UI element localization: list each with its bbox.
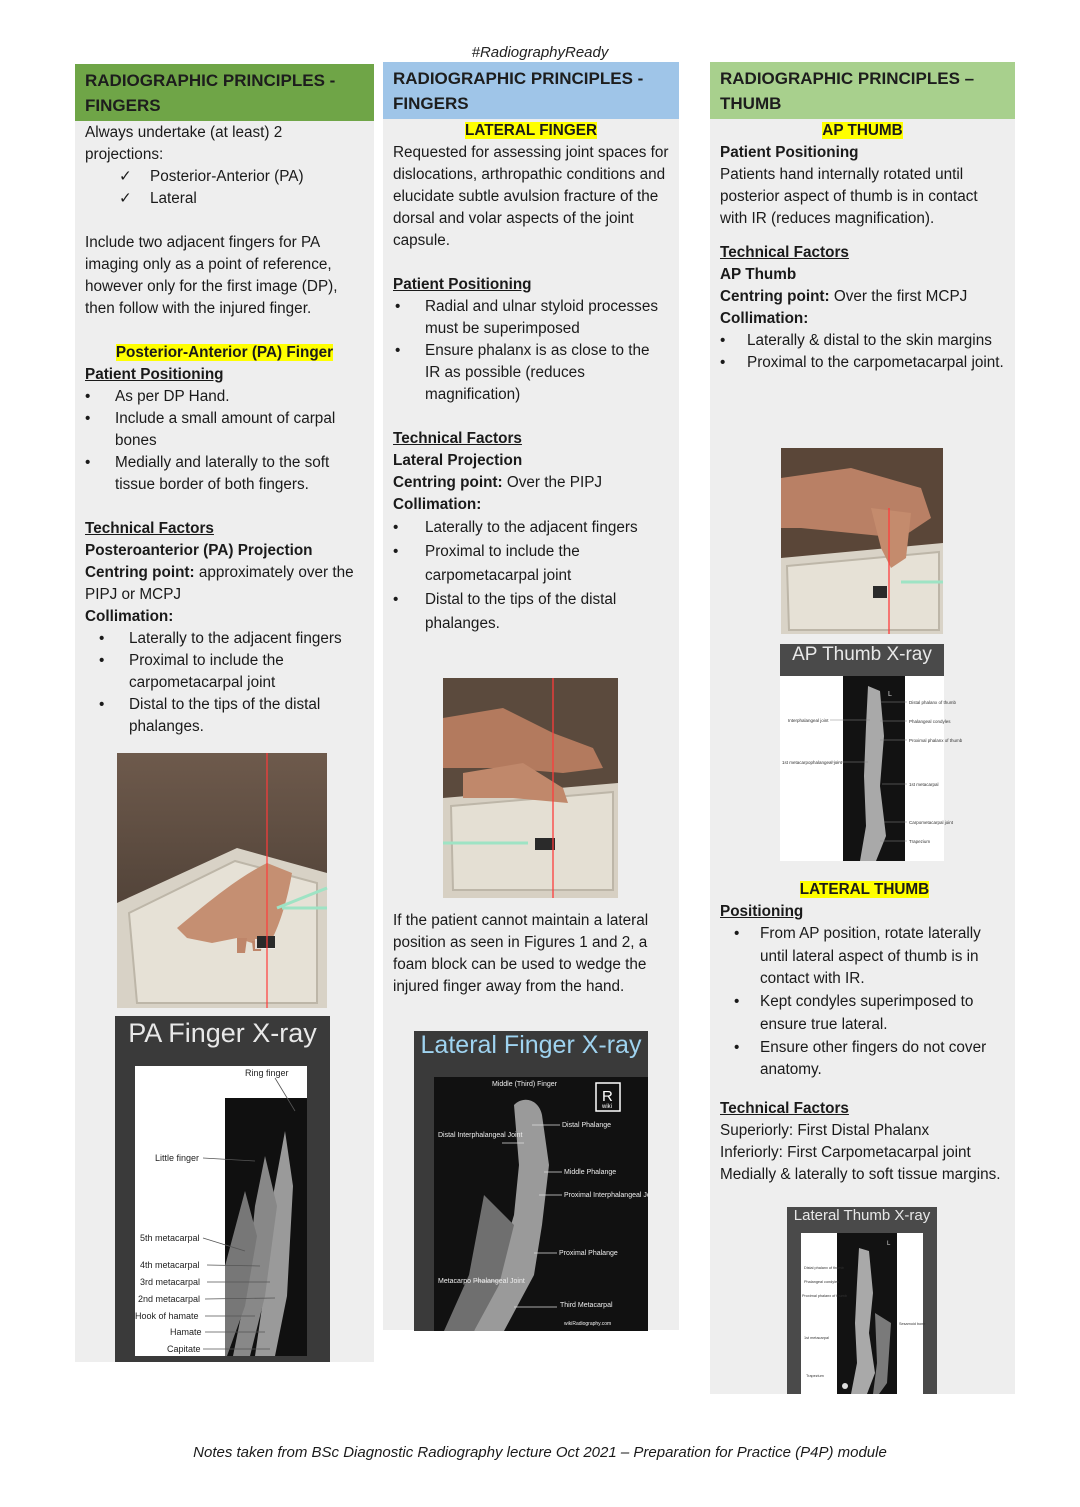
- technical-factors-heading: Technical Factors: [720, 244, 849, 261]
- label-middle-phalange: Middle Phalange: [564, 1169, 617, 1176]
- section-title-wrap: [720, 120, 1005, 142]
- label-2nd-metacarpal: 2nd metacarpal: [138, 1294, 201, 1304]
- footer-note: Notes taken from BSc Diagnostic Radiography lecture Oct 2021 – Preparation for Practice (P4P) module: [193, 1444, 887, 1461]
- positioning-text: Patients hand internally rotated until posterior aspect of thumb is in contact with IR (reduces magnification).: [720, 166, 978, 227]
- centring-label: Centring point:: [85, 564, 195, 581]
- label-middle-third-finger: Middle (Third) Finger: [492, 1081, 557, 1088]
- positioning-heading: Patient Positioning: [393, 276, 532, 293]
- label-pip-joint: Proximal Interphalangeal Joint: [564, 1192, 659, 1199]
- projection-name: Lateral Projection: [393, 452, 523, 469]
- lateral-finger-xray: [414, 1031, 659, 1331]
- list-item: • Ensure phalanx is as close to the IR as possible (reduces magnification): [395, 340, 669, 406]
- label-cmc-joint: Carpometacarpal joint: [909, 820, 954, 825]
- label-third-metacarpal: Third Metacarpal: [560, 1302, 613, 1309]
- label-trapezium: Trapezium: [806, 1374, 824, 1378]
- label-proximal-phalanx: Proximal phalanx of thumb: [909, 738, 963, 743]
- list-item: • Laterally to the adjacent fingers: [393, 516, 669, 540]
- label-distal-phalanx: Distal phalanx of thumb: [909, 700, 957, 705]
- label-1st-metacarpal: 1st metacarpal: [909, 782, 939, 787]
- label-hamate: Hamate: [170, 1327, 202, 1337]
- centring-label: Centring point:: [393, 474, 503, 491]
- ap-thumb-positioning-photo: [781, 448, 943, 634]
- xray-title: Lateral Finger X-ray: [420, 1031, 642, 1059]
- adjacent-note: Include two adjacent fingers for PA imaging only as a point of reference, however only for the first image (DP), then follow with the injured finger.: [85, 234, 338, 317]
- positioning-heading: Patient Positioning: [85, 366, 224, 383]
- collimation-list: [393, 516, 669, 636]
- foam-block-note: If the patient cannot maintain a lateral position as seen in Figures 1 and 2, a foam block can be used to wedge the injured finger away from the hand.: [393, 912, 649, 995]
- technical-factors-heading: Technical Factors: [393, 430, 522, 447]
- centring-point: [393, 472, 669, 494]
- list-item: • As per DP Hand.: [85, 386, 364, 408]
- positioning-list: [85, 386, 364, 496]
- label-little-finger: Little finger: [155, 1153, 200, 1163]
- hashtag: #RadiographyReady: [471, 44, 609, 61]
- list-item: • Proximal to include the carpometacarpal joint: [85, 650, 364, 694]
- lat-technical-factors-heading: Technical Factors: [720, 1099, 849, 1117]
- lat-positioning-list: [720, 923, 1009, 1082]
- xray-title: PA Finger X-ray: [128, 1018, 317, 1048]
- label-sesamoid-bone: Sesamoid bone: [899, 1322, 926, 1326]
- list-item: ✓ Posterior-Anterior (PA): [85, 166, 364, 188]
- lateral-thumb-xray: [787, 1207, 937, 1394]
- section-title-wrap: [85, 342, 364, 364]
- centring-point: [85, 562, 364, 606]
- projection-name: Posteroanterior (PA) Projection: [85, 542, 313, 559]
- side-marker: L: [888, 691, 892, 698]
- collimation-label: Collimation:: [85, 608, 174, 625]
- lateral-thumb-title: LATERAL THUMB: [799, 881, 930, 898]
- column-header: RADIOGRAPHIC PRINCIPLES - FINGERS: [383, 62, 679, 119]
- projection-name: AP Thumb: [720, 266, 797, 283]
- collimation-list: [85, 628, 364, 738]
- scale-marker-icon: [842, 1383, 848, 1389]
- technical-factors-heading: Technical Factors: [85, 520, 214, 537]
- pa-finger-positioning-photo: [117, 753, 327, 1008]
- list-item: • Distal to the tips of the distal phalanges.: [393, 588, 669, 636]
- centring-point: [720, 286, 1005, 308]
- positioning-heading: Patient Positioning: [720, 144, 859, 161]
- collimation-list: [720, 330, 1005, 374]
- pa-finger-title: Posterior-Anterior (PA) Finger: [115, 344, 334, 361]
- list-item: • Proximal to the carpometacarpal joint.: [720, 352, 1005, 374]
- list-item: • From AP position, rotate laterally until lateral aspect of thumb is in contact with IR.: [720, 923, 1009, 991]
- label-phalangeal-condyles: Phalangeal condyles: [909, 719, 951, 724]
- list-item: ✓ Lateral: [85, 188, 364, 210]
- intro-text: Requested for assessing joint spaces for dislocations, arthropathic conditions and elucidate subtle avulsion fracture of the dorsal and volar aspects of the joint capsule.: [393, 144, 669, 249]
- lateral-finger-title: LATERAL FINGER: [464, 122, 597, 139]
- section-title-wrap: [393, 120, 669, 142]
- lateral-thumb-section: [720, 879, 1009, 1186]
- label-ip-joint: Interphalangeal joint: [788, 718, 829, 723]
- lat-tech-line: Medially & laterally to soft tissue margins.: [720, 1165, 1001, 1183]
- centring-label: Centring point:: [720, 288, 830, 305]
- label-ring-finger: Ring finger: [245, 1068, 289, 1078]
- label-capitate: Capitate: [167, 1344, 201, 1354]
- list-item: • Laterally & distal to the skin margins: [720, 330, 1005, 352]
- list-item: • Laterally to the adjacent fingers: [85, 628, 364, 650]
- centring-value: Over the PIPJ: [502, 474, 603, 491]
- list-item: • Radial and ulnar styloid processes must be superimposed: [395, 296, 669, 340]
- label-1st-mcp-joint: 1st metacarpophalangeal joint: [782, 760, 843, 765]
- ap-thumb-xray: [780, 644, 963, 861]
- section-title-wrap: [720, 879, 1009, 901]
- xray-title: AP Thumb X-ray: [792, 644, 932, 665]
- lat-tech-line: Inferiorly: First Carpometacarpal joint: [720, 1143, 971, 1161]
- centring-value: Over the first MCPJ: [829, 288, 968, 305]
- label-phalangeal-condyles: Phalangeal condyles: [804, 1280, 840, 1284]
- label-trapezium: Trapezium: [909, 839, 931, 844]
- label-wikiradiography-site: wikiRadiography.com: [564, 1321, 612, 1327]
- column-header: RADIOGRAPHIC PRINCIPLES - FINGERS: [75, 64, 374, 121]
- list-item: • Proximal to include the carpometacarpal joint: [393, 540, 669, 588]
- label-hook-of-hamate: Hook of hamate: [135, 1311, 199, 1321]
- label-dip-joint: Distal Interphalangeal Joint: [438, 1132, 523, 1139]
- collimation-label: Collimation:: [393, 496, 482, 513]
- ap-thumb-title: AP THUMB: [822, 122, 903, 139]
- xray-title: Lateral Thumb X-ray: [793, 1207, 931, 1224]
- list-item: • Ensure other fingers do not cover anatomy.: [720, 1037, 1009, 1082]
- list-item: • Distal to the tips of the distal phalanges.: [85, 694, 364, 738]
- list-item: • Kept condyles superimposed to ensure true lateral.: [720, 991, 1009, 1036]
- label-proximal-phalanx: Proximal phalanx of thumb: [802, 1294, 847, 1298]
- label-1st-metacarpal: 1st metacarpal: [804, 1336, 829, 1340]
- label-mcp-joint: Metacarpo Phalangeal Joint: [438, 1278, 525, 1285]
- intro-text: Always undertake (at least) 2 projections:: [85, 124, 283, 163]
- wiki-logo-r: R: [602, 1088, 613, 1105]
- label-distal-phalanx: Distal phalanx of thumb: [804, 1266, 844, 1270]
- list-item: • Medially and laterally to the soft tissue border of both fingers.: [85, 452, 364, 496]
- label-proximal-phalange: Proximal Phalange: [559, 1250, 618, 1257]
- column-header: RADIOGRAPHIC PRINCIPLES – THUMB: [710, 62, 1015, 119]
- projection-list: [85, 166, 364, 210]
- side-marker: L: [887, 1241, 891, 1247]
- centring-value: approximately over the PIPJ or MCPJ: [85, 564, 354, 603]
- collimation-label: Collimation:: [720, 310, 809, 327]
- label-4th-metacarpal: 4th metacarpal: [140, 1260, 200, 1270]
- wiki-logo-wiki: wiki: [602, 1104, 612, 1110]
- pa-finger-xray: [115, 1016, 330, 1362]
- label-5th-metacarpal: 5th metacarpal: [140, 1233, 200, 1243]
- lateral-finger-positioning-photo: [443, 678, 618, 898]
- lat-tech-line: Superiorly: First Distal Phalanx: [720, 1121, 930, 1139]
- label-distal-phalange: Distal Phalange: [562, 1122, 612, 1129]
- positioning-list: [395, 296, 669, 406]
- label-3rd-metacarpal: 3rd metacarpal: [140, 1277, 201, 1287]
- list-item: • Include a small amount of carpal bones: [85, 408, 364, 452]
- lat-positioning-heading: Positioning: [720, 903, 804, 920]
